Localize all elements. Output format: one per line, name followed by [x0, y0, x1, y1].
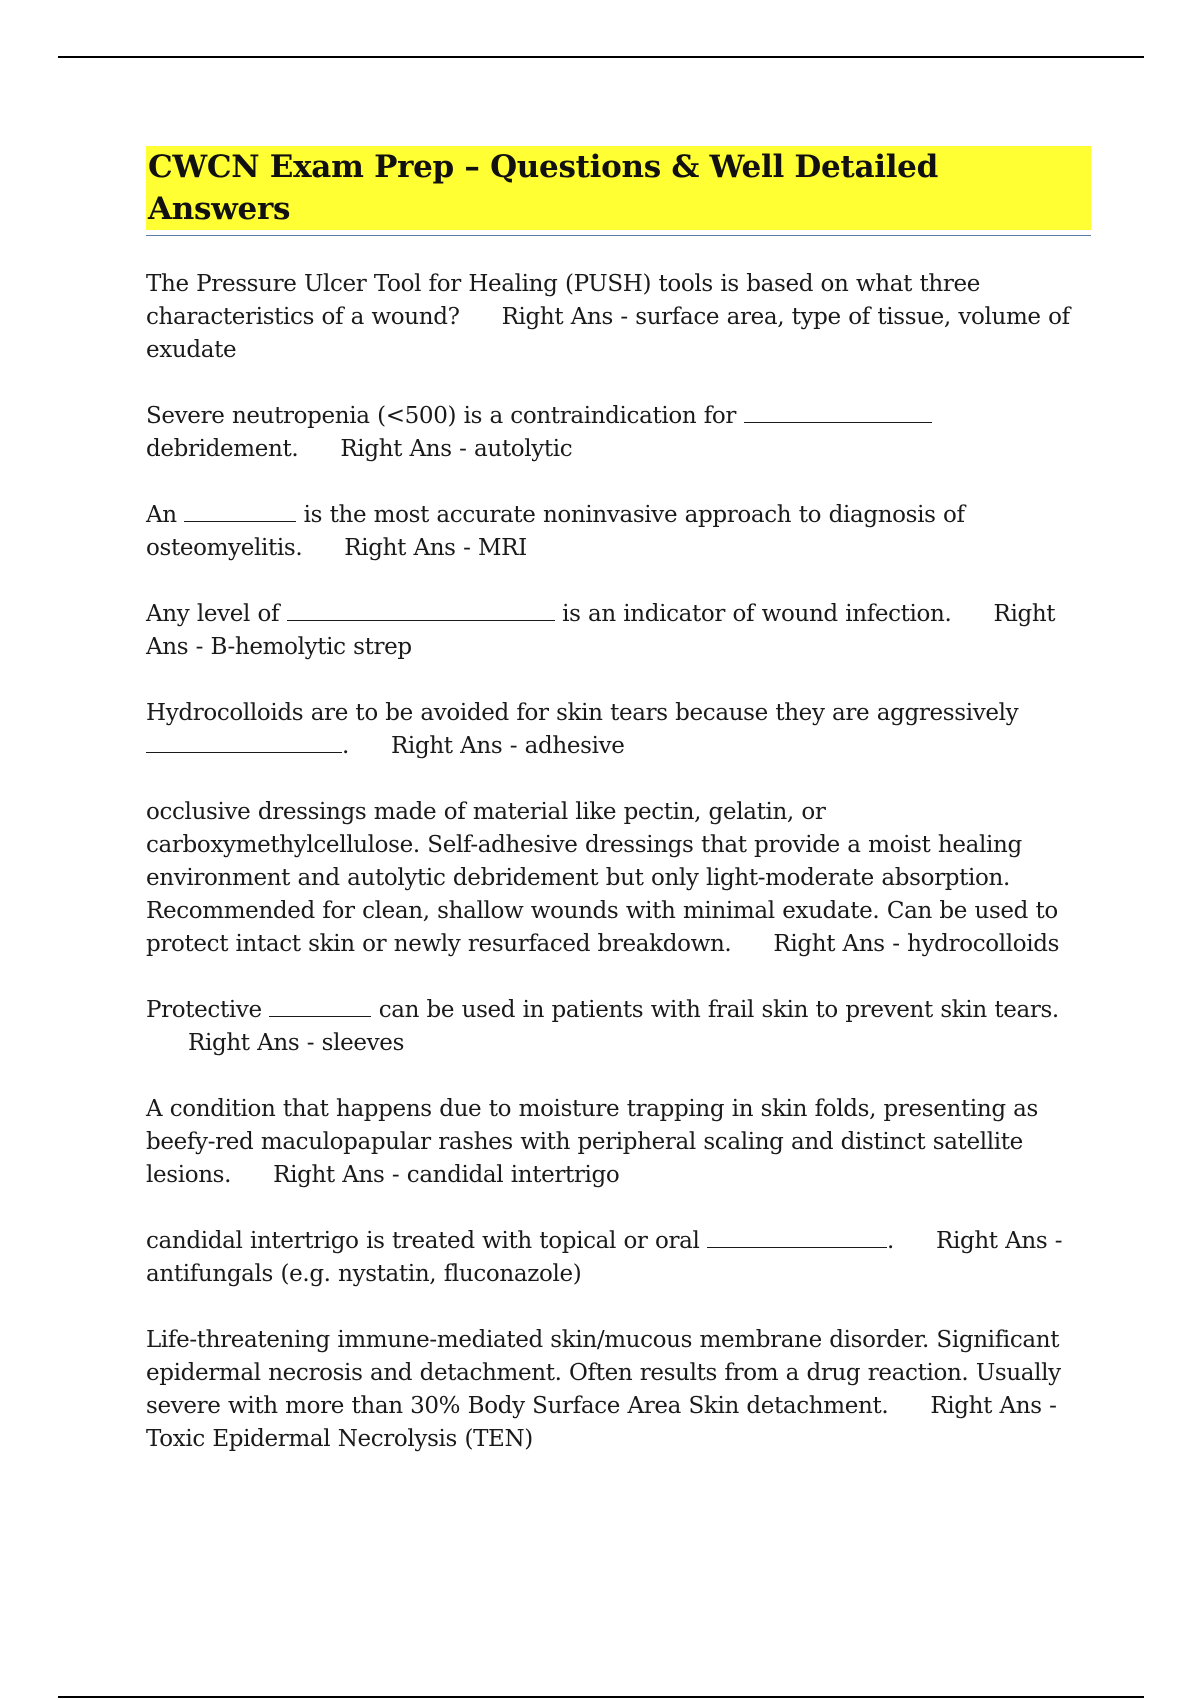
question-text: Life-threatening immune-mediated skin/mucous membrane disorder. Significant epidermal necrosis and detachment. Often results from a drug reaction. Usually severe with more than 30% Body Surface Area Skin detachment.	[146, 1327, 1061, 1419]
qa-item-7	[146, 994, 1091, 1060]
question-text: debridement.	[146, 436, 299, 462]
question-text: can be used in patients with frail skin to prevent skin tears.	[378, 997, 1059, 1023]
answer-text: Right Ans - autolytic	[340, 436, 573, 462]
question-text: Protective	[146, 997, 262, 1023]
qa-item-4	[146, 598, 1091, 664]
question-text: The Pressure Ulcer Tool for Healing (PUSH) tools is based on what three characteristics of a wound?	[146, 271, 981, 330]
qa-item-10	[146, 1324, 1091, 1456]
qa-item-3	[146, 499, 1091, 565]
answer-text: Right Ans - sleeves	[188, 1030, 405, 1056]
document-body	[146, 146, 1091, 1489]
question-text: Any level of	[146, 601, 280, 627]
question-text: occlusive dressings made of material like pectin, gelatin, or carboxymethylcellulose. Self-adhesive dressings that provide a moist healing environment and autolytic debridement but only light-moderate absorption. Recommended for clean, shallow wounds with minimal exudate. Can be used to protect intact skin or newly resurfaced breakdown.	[146, 799, 1058, 957]
answer-blank	[744, 402, 932, 423]
question-text: is the most accurate noninvasive approach to diagnosis of osteomyelitis.	[146, 502, 965, 561]
answer-text: Right Ans - B-hemolytic strep	[146, 601, 1056, 660]
document-title: CWCN Exam Prep – Questions & Well Detailed Answers	[146, 146, 1091, 230]
answer-text: Right Ans - hydrocolloids	[773, 931, 1060, 957]
question-text: Severe neutropenia (<500) is a contraindication for	[146, 403, 737, 429]
title-block	[146, 146, 1091, 236]
qa-item-8	[146, 1093, 1091, 1192]
qa-item-6	[146, 796, 1091, 961]
qa-item-1	[146, 268, 1091, 367]
question-text: candidal intertrigo is treated with topical or oral	[146, 1228, 700, 1254]
qa-item-5	[146, 697, 1091, 763]
answer-blank	[707, 1227, 887, 1248]
footer-rule	[58, 1696, 1144, 1698]
answer-blank	[269, 996, 371, 1017]
answer-text: Right Ans - antifungals (e.g. nystatin, fluconazole)	[146, 1228, 1063, 1287]
question-text: An	[146, 502, 177, 528]
answer-blank	[184, 501, 296, 522]
question-text: is an indicator of wound infection.	[562, 601, 952, 627]
answer-blank	[287, 600, 555, 621]
answer-text: Right Ans - Toxic Epidermal Necrolysis (TEN)	[146, 1393, 1057, 1452]
answer-text: Right Ans - MRI	[344, 535, 527, 561]
question-text: .	[887, 1228, 894, 1254]
question-text: Hydrocolloids are to be avoided for skin tears because they are aggressively	[146, 700, 1019, 726]
qa-item-2	[146, 400, 1091, 466]
question-text: .	[342, 733, 349, 759]
question-text: A condition that happens due to moisture trapping in skin folds, presenting as beefy-red maculopapular rashes with peripheral scaling and distinct satellite lesions.	[146, 1096, 1038, 1188]
answer-text: Right Ans - surface area, type of tissue, volume of exudate	[146, 304, 1070, 363]
answer-text: Right Ans - adhesive	[390, 733, 625, 759]
answer-text: Right Ans - candidal intertrigo	[273, 1162, 620, 1188]
header-rule	[58, 56, 1144, 58]
qa-item-9	[146, 1225, 1091, 1291]
answer-blank	[146, 732, 342, 753]
